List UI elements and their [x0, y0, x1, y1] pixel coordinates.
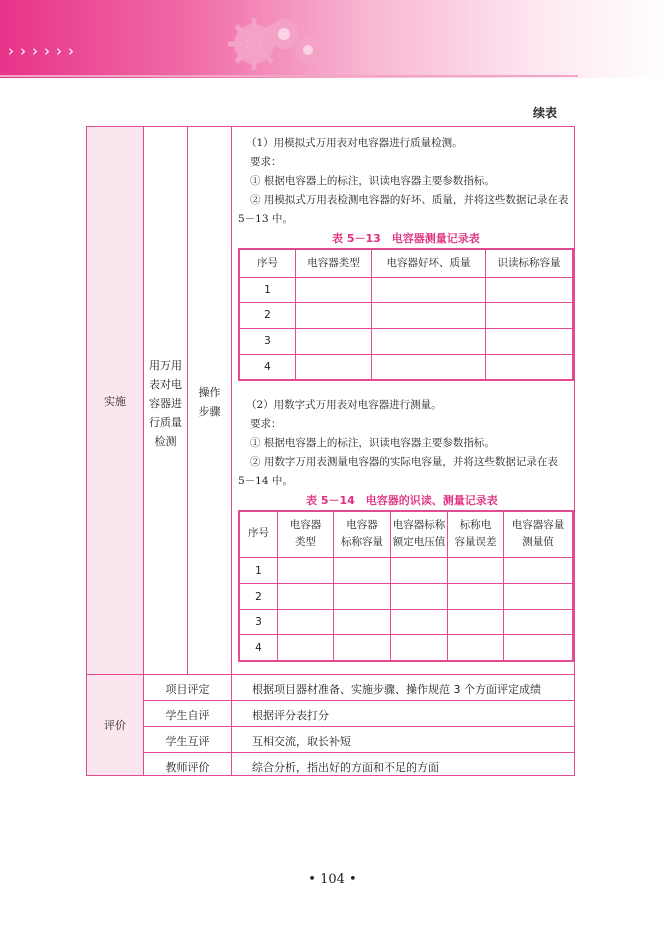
- row-number: 1: [255, 565, 262, 577]
- eval-item-name: 教师评价: [165, 761, 210, 774]
- eval-item-name: 学生互评: [165, 735, 210, 748]
- gears-icon: [222, 10, 332, 72]
- col-header: 电容器好坏、质量: [386, 257, 471, 269]
- part1-req1: ① 根据电容器上的标注，识读电容器主要参数指标。: [250, 175, 495, 187]
- part2-req2-cont: 5－14 中。: [238, 475, 293, 487]
- eval-item-content: 根据评分表打分: [252, 709, 329, 722]
- evaluation-label: 评价: [104, 719, 126, 732]
- divider: [143, 752, 575, 753]
- continued-label: 续表: [533, 106, 558, 120]
- col-header: 电容器 类型: [289, 519, 322, 548]
- chevron-right-icon: ›: [32, 42, 38, 60]
- chevron-right-icon: ›: [8, 42, 14, 60]
- part2-req1: ① 根据电容器上的标注，识读电容器主要参数指标。: [250, 437, 495, 449]
- eval-item-name: 项目评定: [165, 683, 210, 696]
- table-5-14-title: 表 5－14 电容器的识读、测量记录表: [306, 494, 498, 507]
- col-header: 序号: [257, 257, 278, 269]
- col-header: 识读标称容量: [497, 257, 561, 269]
- part2-req2: ② 用数字万用表测量电容器的实际电容量，并将这些数据记录在表: [250, 456, 558, 468]
- col-header: 序号: [248, 527, 269, 539]
- operation-step-label: 操作 步骤: [198, 386, 221, 418]
- col-header: 电容器类型: [307, 257, 360, 269]
- eval-item-content: 根据项目器材准备、实施步骤、操作规范 3 个方面评定成绩: [252, 683, 541, 696]
- page-number: • 104 •: [308, 872, 357, 887]
- table-5-13: [238, 248, 574, 381]
- chevron-right-icon: ›: [44, 42, 50, 60]
- part2-req: 要求：: [250, 418, 282, 430]
- eval-item-content: 互相交流，取长补短: [252, 735, 351, 748]
- row-number: 1: [264, 284, 271, 296]
- row-number: 3: [255, 616, 262, 628]
- part1-req2-cont: 5－13 中。: [238, 213, 293, 225]
- row-number: 2: [255, 591, 262, 603]
- row-number: 4: [255, 642, 262, 654]
- col-header: 电容器容量 测量值: [511, 519, 565, 548]
- chevron-right-icon: ›: [56, 42, 62, 60]
- row-number: 3: [264, 335, 271, 347]
- part2-heading: （2）用数字式万用表对电容器进行测量。: [246, 399, 442, 411]
- divider: [143, 726, 575, 727]
- header-rule: [0, 75, 578, 77]
- col-header: 电容器标称 额定电压值: [392, 519, 446, 548]
- eval-item-name: 学生自评: [165, 709, 210, 722]
- shishi-label: 实施: [104, 395, 126, 408]
- divider: [143, 126, 144, 776]
- chevron-right-icon: ›: [68, 42, 74, 60]
- table-5-13-title: 表 5－13 电容器测量记录表: [332, 232, 480, 245]
- part1-heading: （1）用模拟式万用表对电容器进行质量检测。: [246, 137, 463, 149]
- row-number: 2: [264, 309, 271, 321]
- col-header: 标称电 容量误差: [454, 519, 497, 548]
- category-column: [87, 127, 144, 775]
- part1-req: 要求：: [250, 156, 282, 168]
- divider: [231, 126, 232, 776]
- divider: [143, 700, 575, 701]
- table-5-14: [238, 510, 574, 662]
- chevron-right-icon: ›: [20, 42, 26, 60]
- project-item: 用万用 表对电 容器进 行质量 检测: [149, 359, 182, 448]
- col-header: 电容器 标称容量: [341, 519, 383, 548]
- divider: [86, 674, 575, 675]
- row-number: 4: [264, 361, 271, 373]
- header-band: [0, 0, 665, 78]
- part1-req2: ② 用模拟式万用表检测电容器的好坏、质量，并将这些数据记录在表: [250, 194, 569, 206]
- eval-item-content: 综合分析，指出好的方面和不足的方面: [252, 761, 439, 774]
